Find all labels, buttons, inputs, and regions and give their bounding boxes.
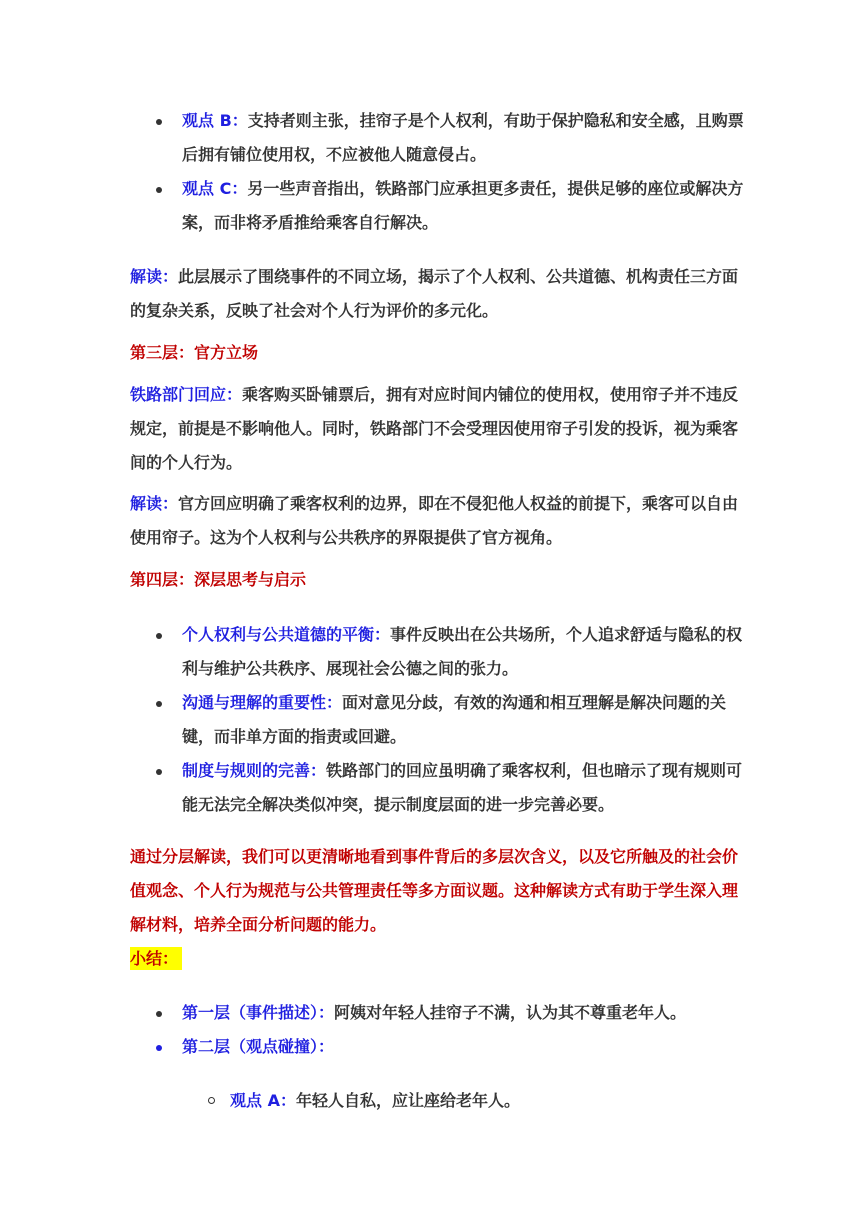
- bullet-dot-icon: [156, 633, 162, 639]
- railway-response-paragraph: [130, 378, 740, 480]
- railway-response-text: 乘客购买卧铺票后，拥有对应时间内铺位的使用权，使用帘子并不违反规定，前提是不影响他人。同时，铁路部门不会受理因使用帘子引发的投诉，视为乘客间的个人行为。: [130, 385, 739, 472]
- hollow-circle-bullet-icon: [208, 1097, 215, 1104]
- viewpoint-text: 另一些声音指出，铁路部门应承担更多责任，提供足够的座位或解决方案，而非将矛盾推给乘客自行解决。: [182, 179, 744, 232]
- interpretation-label: 解读：: [130, 267, 179, 286]
- interpretation-label: 解读：: [130, 494, 179, 513]
- interpretation-paragraph: [130, 260, 740, 328]
- viewpoint-text: 支持者则主张，挂帘子是个人权利，有助于保护隐私和安全感，且购票后拥有铺位使用权，不应被他人随意侵占。: [182, 111, 744, 164]
- summary-text: 阿姨对年轻人挂帘子不满，认为其不尊重老年人。: [334, 1003, 687, 1022]
- section-heading-layer3: 第三层：官方立场: [130, 343, 259, 362]
- section-heading-layer4: 第四层：深层思考与启示: [130, 570, 307, 589]
- railway-response-label: 铁路部门回应：: [130, 385, 243, 404]
- bullet-dot-icon: [156, 187, 162, 193]
- bullet-dot-icon: [156, 119, 162, 125]
- list-item: [150, 1030, 750, 1064]
- list-item: [150, 172, 750, 240]
- interpretation-paragraph: [130, 487, 740, 555]
- viewpoint-label: 观点 C：: [182, 179, 248, 198]
- summary-list: [150, 996, 750, 1064]
- list-item: [150, 754, 750, 822]
- viewpoint-label: 观点 B：: [182, 111, 248, 130]
- sub-viewpoint-text: 年轻人自私，应让座给老年人。: [295, 1091, 520, 1110]
- summary-label: 第二层（观点碰撞）：: [182, 1037, 335, 1056]
- list-item: [150, 104, 750, 172]
- summary-sub-list: [204, 1084, 744, 1118]
- reflection-list: [150, 618, 750, 822]
- reflection-text: 面对意见分歧，有效的沟通和相互理解是解决问题的关键，而非单方面的指责或回避。: [182, 693, 727, 746]
- list-item: [150, 618, 750, 686]
- summary-heading-highlight: 小结：: [130, 947, 182, 970]
- bullet-dot-icon: [156, 1045, 162, 1051]
- summary-heading: [130, 942, 740, 976]
- interpretation-text: 官方回应明确了乘客权利的边界，即在不侵犯他人权益的前提下，乘客可以自由使用帘子。这为个人权利与公共秩序的界限提供了官方视角。: [130, 494, 739, 547]
- reflection-label: 沟通与理解的重要性：: [182, 693, 343, 712]
- reflection-text: 铁路部门的回应虽明确了乘客权利，但也暗示了现有规则可能无法完全解决类似冲突，提示制度层面的进一步完善必要。: [182, 761, 743, 814]
- list-item: [150, 996, 750, 1030]
- conclusion-paragraph: 通过分层解读，我们可以更清晰地看到事件背后的多层次含义，以及它所触及的社会价值观念、个人行为规范与公共管理责任等多方面议题。这种解读方式有助于学生深入理解材料，培养全面分析问题的能力。: [130, 847, 739, 934]
- list-item: [204, 1084, 744, 1118]
- interpretation-text: 此层展示了围绕事件的不同立场，揭示了个人权利、公共道德、机构责任三方面的复杂关系，反映了社会对个人行为评价的多元化。: [130, 267, 739, 320]
- sub-viewpoint-label: 观点 A：: [230, 1091, 296, 1110]
- bullet-dot-icon: [156, 769, 162, 775]
- viewpoint-list: [150, 104, 750, 240]
- reflection-label: 个人权利与公共道德的平衡：: [182, 625, 391, 644]
- list-item: [150, 686, 750, 754]
- reflection-label: 制度与规则的完善：: [182, 761, 327, 780]
- bullet-dot-icon: [156, 1011, 162, 1017]
- reflection-text: 事件反映出在公共场所，个人追求舒适与隐私的权利与维护公共秩序、展现社会公德之间的张力。: [182, 625, 743, 678]
- bullet-dot-icon: [156, 701, 162, 707]
- summary-label: 第一层（事件描述）：: [182, 1003, 335, 1022]
